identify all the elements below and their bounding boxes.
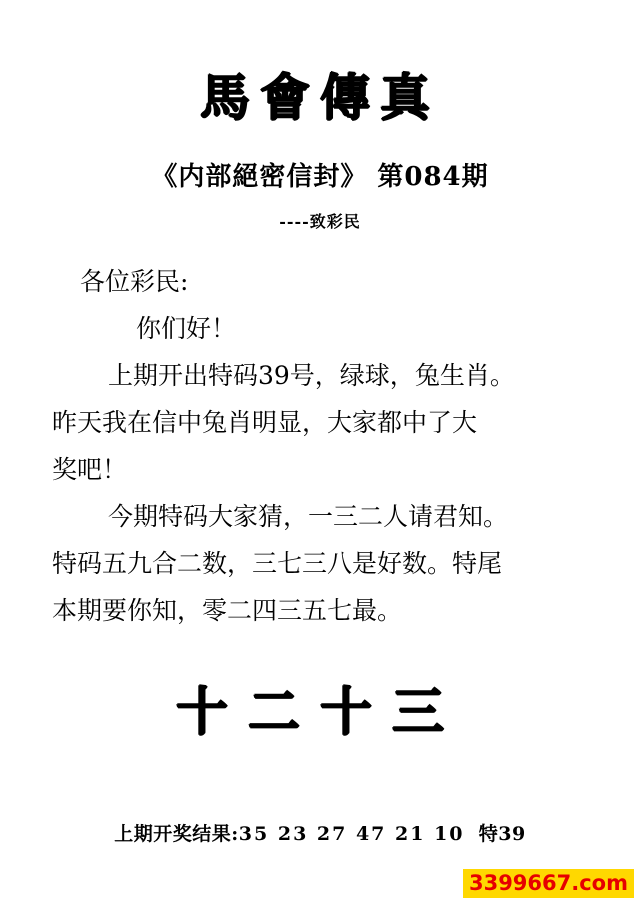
paragraph-line-5: 特码五九合二数，三七三八是好数。特尾 (52, 549, 503, 578)
page-title: 馬會傳真 (200, 68, 440, 127)
greeting: 你们好！ (136, 314, 237, 343)
paragraph-line-3: 奖吧！ (52, 455, 128, 484)
watermark-url: 3399667.com (463, 869, 634, 898)
lottery-flyer-page (0, 58, 640, 904)
issue-number: 第084期 (377, 162, 489, 192)
result-special-number: 特39 (478, 823, 526, 845)
paragraph-line-6: 本期要你知，零二四三五七最。 (52, 596, 403, 625)
paragraph-line-4: 今期特码大家猜，一三二人请君知。 (108, 502, 509, 531)
previous-result (0, 819, 640, 846)
paragraph-line-2: 昨天我在信中兔肖明显，大家都中了大 (52, 408, 478, 437)
subtitle (0, 156, 640, 193)
salutation: 各位彩民: (80, 267, 189, 296)
subtitle-bracket-text: 《内部絕密信封》 (151, 162, 368, 192)
paragraph-line-1: 上期开出特码39号，绿球，兔生肖。 (108, 361, 515, 390)
dedication-line: ----致彩民 (279, 212, 361, 231)
result-numbers: 35 23 27 47 21 10 (238, 823, 465, 845)
result-label: 上期开奖结果: (114, 823, 239, 845)
highlight-prediction: 十二十三 (175, 682, 464, 743)
letter-body (52, 258, 588, 634)
